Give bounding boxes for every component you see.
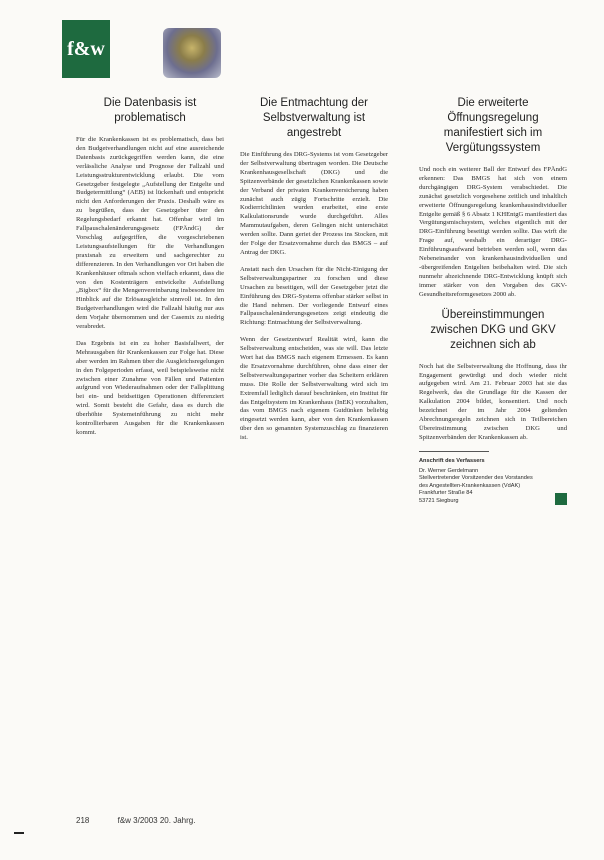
paragraph: Für die Krankenkassen ist es problematisch, dass bei den Budgetverhandlungen nicht auf eine ausreichende Datenbasis zurückgegriffen werden kann, die eine verlässliche Analyse und Prognose der Fallzahl und Leistungsstrukturentwicklung erlaubt. Die vom Gesetzgeber festgelegte „Aufstellung der Entgelte und Budgetermittlung“ (AEB) ist lückenhaft und entspricht nicht den Anforderungen der Praxis. Deshalb wäre es zu begrüßen, dass der Gesetzgeber über den Regelungsbedarf erkannt hat. Offenbar wird im Fallpauschalenänderungsgesetz (FPÄndG) der Vorschlag aufgegriffen, die vorgeschriebenen Leistungsaufstellungen für die Verhandlungen praxisnah zu erweitern und sachgerechter zu differenzieren. In den Verhandlungen vor Ort haben die Krankenhäuser oftmals schon vielfach erkannt, dass die von den Kostenträgern entwickelte Aufstellung „Bigbox“ für die Mengenvereinbarung insbesondere im Hinblick auf die Erlösausgleiche sinnvoll ist. In den Budgetverhandlungen wird die Fallzahl häufig nur aus dem Vorjahr übernommen und der Casemix zu niedrig verabredet.	[76, 136, 224, 331]
column-1	[76, 96, 224, 446]
divider	[419, 451, 489, 452]
paragraph: Das Ergebnis ist ein zu hoher Basisfallwert, der Mehrausgaben für Krankenkassen zur Folge hat. Diese aber werden im Rahmen über die Ausgleichsregelungen in den Folgeperioden erfasst, weil beispielsweise nicht zwischen einer Zunahme von Fällen und Patienten aufgrund von Wiederaufnahmen oder der Fallsplittung bei ein- und beidseitigen Operationen differenziert wird. Somit besteht die Gefahr, dass es durch die überhöhte Systemeinführung zu nicht mehr kontrollierbaren Ausgaben für die Krankenkassen kommt.	[76, 339, 224, 436]
author-line: Stellvertretender Vorsitzender des Vorstandes	[419, 475, 533, 482]
page-footer	[76, 816, 195, 825]
crop-mark	[14, 832, 24, 834]
paragraph: Und noch ein weiterer Ball der Entwurf des FPÄndG erkennen: Das BMGS hat sich von einem durchgängigen DRG-System verabschiedet. Die zunächst gesetzlich vorgesehene zeitlich und inhaltlich erweiterte Öffnungsregelung krankenhausindividueller Entgelte gemäß § 6 Absatz 1 KHEntgG manifestiert das Vergütungsmischsystem, welches eigentlich mit der DRG-Einführung beseitigt werden sollte. Das wirft die Frage auf, weshalb ein derartiger DRG-Einführungsaufwand betrieben werden soll, wenn das Nebeneinander von krankenhausindividuellen und -übergreifenden Entgelten beibehalten wird. Die sich nunmehr abzeichnende DRG-Entwicklung knüpft sich immer stärker von den Vorgaben des GKV-Gesundheitsreformgesetzes 2000 ab.	[419, 166, 567, 298]
heading-entmachtung: Die Entmachtung der Selbstverwaltung ist angestrebt	[259, 97, 369, 139]
paragraph: Wenn der Gesetzentwurf Realität wird, kann die Selbstverwaltung entscheiden, was sie will. Das letzte Wort hat das BMGS nach eigenem Ermessen. Es kann die Ersatzvornahme durchführen, ohne dass einer der Selbstverwaltungspartner vorher das Scheitern erklären muss. Die Rolle der Selbstverwaltung wird sich im Extremfall lediglich darauf beschränken, ein Institut für das Entgeltsystem im Krankenhaus (InEK) vorzuhalten, das vom BMGS nach eigenem Gutdünken beliebig eingesetzt werden kann, aber von den Krankenkassen über den so genannten Systemzuschlag zu finanzieren ist.	[240, 336, 388, 442]
paragraph: Noch hat die Selbstverwaltung die Hoffnung, dass ihr Engagement gewürdigt und doch wieder nicht aufgegeben wird. Am 21. Februar 2003 hat sie das Regelwerk, das die Grundlage für die Kassen der Kalkulation 2004 bildet, konsentiert. Und noch bezeichnet der im Jahr 2004 geltenden Abrechnungsregeln zeichnen sich in Teilbereichen Übereinstimmung zwischen DKG und Spitzenverbänden der Krankenkassen ab.	[419, 362, 567, 441]
column-2	[240, 96, 388, 451]
author-address	[419, 458, 567, 506]
heading-datenbasis: Die Datenbasis ist problematisch	[103, 97, 197, 124]
heading-oeffnungsregelung: Die erweiterte Öffnungsregelung manifestiert sich im Vergütungssystem	[443, 97, 543, 154]
issue-info: f&w 3/2003 20. Jahrg.	[117, 816, 196, 825]
column-3	[419, 96, 567, 505]
author-line: des Angestellten-Krankenkassen (VdAK)	[419, 482, 521, 489]
author-line: Dr. Werner Gerdelmann	[419, 467, 479, 474]
end-mark-icon	[555, 493, 567, 505]
paragraph: Die Einführung des DRG-Systems ist vom Gesetzgeber der Selbstverwaltung übertragen worden. Die Deutsche Krankenhausgesellschaft (DKG) und die Spitzenverbände der gesetzlichen Krankenkassen sowie der Verband der privaten Krankenversicherung haben zunächst auch zügig Fortschritte erzielt. Die Kodierrichtlinien wurden erarbeitet, eine erste Kalkulationsrunde wurde durchgeführt. Alles Mammutaufgaben, deren Gelingen nicht unterschätzt werden sollte. Dann geriet der Prozess ins Stocken, mit der Folge der Ersatzvornahme durch das BMGS – auf Antrag der DKG.	[240, 151, 388, 256]
paragraph: Anstatt nach den Ursachen für die Nicht-Einigung der Selbstverwaltungspartner zu forschen und diese Ursachen zu beseitigen, will der Gesetzgeber jetzt die Einführung des DRG-Systems offenbar stärker selbst in die Hand nehmen. Der vorliegende Entwurf eines Fallpauschalenänderungsgesetzes zeigt eindeutig die Richtung: Entmachtung der Selbstverwaltung.	[240, 265, 388, 327]
author-heading: Anschrift des Verfassers	[419, 457, 485, 464]
header-photo	[163, 28, 221, 78]
page-number: 218	[76, 816, 90, 825]
author-line: 53721 Siegburg	[419, 497, 459, 504]
fw-logo: f&w	[62, 20, 110, 78]
heading-uebereinstimmungen: Übereinstimmungen zwischen DKG und GKV zeichnen sich ab	[430, 308, 556, 351]
author-line: Frankfurter Straße 84	[419, 490, 473, 497]
